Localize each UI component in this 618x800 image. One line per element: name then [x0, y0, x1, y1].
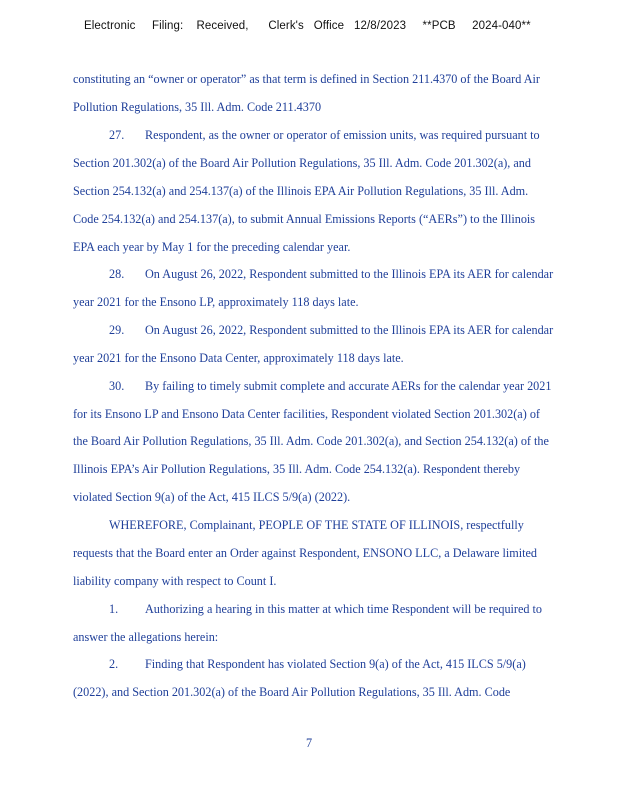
- paragraph-line: [73, 351, 404, 366]
- line-text: for its Ensono LP and Ensono Data Center facilities, Respondent violated Section 201.302(a) of: [73, 407, 540, 421]
- paragraph-line: [73, 574, 276, 589]
- line-text: On August 26, 2022, Respondent submitted to the Illinois EPA its AER for calendar: [145, 323, 554, 337]
- line-text: Illinois EPA’s Air Pollution Regulations, 35 Ill. Adm. Code 254.132(a). Respondent thereby: [73, 462, 521, 476]
- line-text: Pollution Regulations, 35 Ill. Adm. Code 211.4370: [73, 100, 322, 114]
- paragraph-line: [73, 630, 218, 645]
- line-text: constituting an “owner or operator” as that term is defined in Section 211.4370 of the Board Air: [73, 72, 540, 86]
- line-text: year 2021 for the Ensono LP, approximately 118 days late.: [73, 295, 359, 309]
- paragraph-line: [73, 156, 531, 171]
- line-text: WHEREFORE, Complainant, PEOPLE OF THE STATE OF ILLINOIS, respectfully: [109, 518, 524, 532]
- line-text: Authorizing a hearing in this matter at which time Respondent will be required to: [145, 602, 543, 616]
- paragraph-line: [109, 657, 526, 672]
- paragraph-line: [73, 685, 510, 700]
- paragraph-line: [73, 546, 537, 561]
- paragraph-line: [73, 462, 520, 477]
- paragraph-line: [109, 267, 553, 282]
- line-text: violated Section 9(a) of the Act, 415 ILCS 5/9(a) (2022).: [73, 490, 351, 504]
- paragraph-line: [73, 212, 535, 227]
- paragraph-line: [109, 323, 553, 338]
- line-text: liability company with respect to Count I.: [73, 574, 277, 588]
- paragraph-line: [109, 602, 542, 617]
- paragraph-number: 28.: [109, 267, 125, 281]
- line-text: Finding that Respondent has violated Section 9(a) of the Act, 415 ILCS 5/9(a): [145, 657, 526, 671]
- line-text: (2022), and Section 201.302(a) of the Board Air Pollution Regulations, 35 Ill. Adm. Code: [73, 685, 511, 699]
- paragraph-line: [73, 100, 321, 115]
- line-text: Respondent, as the owner or operator of emission units, was required pursuant to: [145, 128, 540, 142]
- paragraph-line: [73, 434, 549, 449]
- paragraph-number: 29.: [109, 323, 125, 337]
- line-text: On August 26, 2022, Respondent submitted to the Illinois EPA its AER for calendar: [145, 267, 554, 281]
- line-text: year 2021 for the Ensono Data Center, approximately 118 days late.: [73, 351, 404, 365]
- paragraph-line: [73, 184, 528, 199]
- paragraph-number: 2.: [109, 657, 119, 671]
- paragraph-line: [73, 295, 359, 310]
- line-text: the Board Air Pollution Regulations, 35 Ill. Adm. Code 201.302(a), and Section 254.132(a) of the: [73, 434, 549, 448]
- paragraph-number: 1.: [109, 602, 119, 616]
- paragraph-line: [109, 518, 524, 533]
- paragraph-line: [109, 379, 551, 394]
- paragraph-line: [73, 72, 540, 87]
- line-text: answer the allegations herein:: [73, 630, 219, 644]
- line-text: Code 254.132(a) and 254.137(a), to submit Annual Emissions Reports (“AERs”) to the Illinois: [73, 212, 536, 226]
- efiling-header: Electronic Filing: Received, Clerk's Office 12/8/2023 **PCB 2024-040**: [84, 20, 531, 32]
- page-number: 7: [305, 736, 313, 750]
- paragraph-line: [73, 240, 350, 255]
- paragraph-line: [109, 128, 540, 143]
- line-text: EPA each year by May 1 for the preceding calendar year.: [73, 240, 351, 254]
- line-text: requests that the Board enter an Order against Respondent, ENSONO LLC, a Delaware limited: [73, 546, 538, 560]
- paragraph-number: 27.: [109, 128, 125, 142]
- paragraph-line: [73, 407, 540, 422]
- line-text: Section 201.302(a) of the Board Air Pollution Regulations, 35 Ill. Adm. Code 201.302(a), and: [73, 156, 531, 170]
- paragraph-line: [73, 490, 350, 505]
- paragraph-number: 30.: [109, 379, 125, 393]
- line-text: By failing to timely submit complete and accurate AERs for the calendar year 2021: [145, 379, 552, 393]
- line-text: Section 254.132(a) and 254.137(a) of the Illinois EPA Air Pollution Regulations, 35 Ill. Adm.: [73, 184, 529, 198]
